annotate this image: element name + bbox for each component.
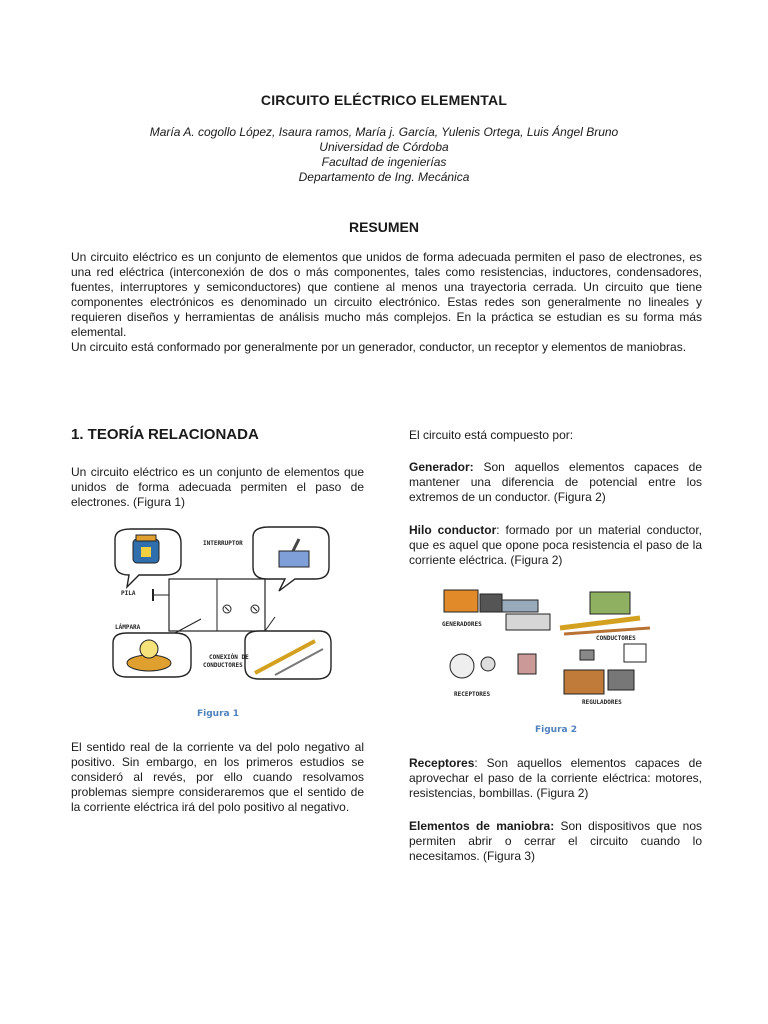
label-lampara: LÁMPARA [115,624,141,631]
section-heading-teoria: 1. TEORÍA RELACIONADA [71,426,259,443]
switch-icon [279,551,309,567]
abstract-body [71,250,702,355]
hilo-text: : formado por un material conductor, que es aquel que opone poca resistencia el paso de la corriente eléctrica. (Figura 2) [409,523,702,567]
components-diagram [440,584,668,710]
cable-icon [560,618,640,628]
maniobra-text: Son dispositivos que nos permiten abrir o cerrar el circuito cuando lo necesitamos. (Figura 3) [409,819,702,863]
label-reguladores: REGULADORES [582,699,622,706]
author-names: María A. cogollo López, Isaura ramos, María j. García, Yulenis Ortega, Luis Ángel Bruno [149,125,619,139]
abstract-heading: RESUMEN [348,219,419,235]
hilo-term: Hilo conductor [409,523,497,537]
section1-paragraph-1: Un circuito eléctrico es un conjunto de elementos que unidos de forma adecuada permiten el paso de electrones. (Figura 1) [71,465,364,509]
label-conductores: CONDUCTORES [596,635,636,642]
lamp-receptor-icon [450,654,474,678]
author-faculty: Facultad de ingenierías [321,155,447,169]
circuit-diagram [105,525,333,685]
author-department: Departamento de Ing. Mecánica [298,170,470,184]
receptores-text: : Son aquellos elementos capaces de aprovechar el paso de la corriente eléctrica: motores, resistencias, bombillas. (Figura 2) [409,756,702,800]
figure-2-caption: Figura 2 [535,725,577,735]
receptores-term: Receptores [409,756,475,770]
abstract-paragraph-1: Un circuito eléctrico es un conjunto de elementos que unidos de forma adecuada permiten el paso de electrones, es una red eléctrica (interconexión de dos o más componentes, tales como resistencias, inductores, condensadores, fuentes, interruptores y semiconductores) que contiene al menos una trayectoria cerrada. Un circuito que tiene componentes electrónicos es denominado un circuito electrónico. Estas redes son generalmente no lineales y requieren diseños y herramientas de análisis mucho más complejos. En la práctica se estudian es su forma más elemental. [71,250,702,339]
label-interruptor: INTERRUPTOR [203,540,243,547]
generador-term: Generador: [409,460,474,474]
section1-paragraph-2: El sentido real de la corriente va del polo negativo al positivo. Sin embargo, en los primeros estudios se consideró al revés, por ello cuando resolvamos problemas siempre consideraremos que el sentido de la corriente eléctrica irá del polo positivo al negativo. [71,740,364,814]
circuit-board-icon [590,592,630,614]
abstract-paragraph-2: Un circuito está conformado por generalmente por un generador, conductor, un receptor y elementos de maniobras. [71,340,687,354]
hilo-paragraph [409,523,702,568]
generator-icon [444,590,478,612]
maniobra-paragraph [409,819,702,864]
label-generadores: GENERADORES [442,621,482,628]
figure-1-caption: Figura 1 [197,709,239,719]
generador-text: Son aquellos elementos capaces de mantener una diferencia de potencial entre los extremos de un conductor. (Figura 2) [409,460,702,504]
maniobra-term: Elementos de maniobra: [409,819,555,833]
paper-title: CIRCUITO ELÉCTRICO ELEMENTAL [260,92,508,108]
label-conexion-1: CONEXIÓN DE [209,654,249,661]
label-pila: PILA [121,590,136,597]
generador-paragraph [409,460,702,505]
components-intro: El circuito está compuesto por: [409,428,574,442]
figure-2-components-illustration [440,584,668,710]
label-receptores: RECEPTORES [454,691,491,698]
label-conexion-2: CONDUCTORES [203,662,243,669]
author-block [0,125,768,185]
author-university: Universidad de Córdoba [319,140,449,154]
regulator-icon [564,670,604,694]
figure-1-circuit-illustration [105,525,333,685]
motor-icon [518,654,536,674]
receptores-paragraph [409,756,702,801]
